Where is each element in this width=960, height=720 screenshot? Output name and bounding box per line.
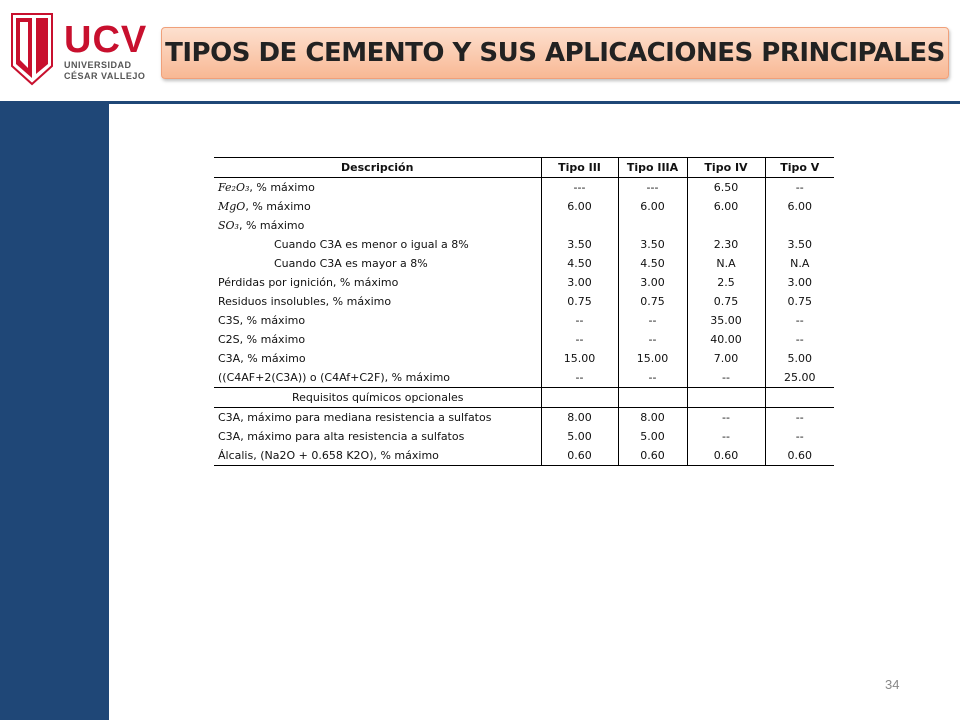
cell-value: --	[541, 311, 618, 330]
cell-value: 0.60	[541, 446, 618, 466]
cell-value	[765, 216, 834, 235]
cell-value: 3.50	[541, 235, 618, 254]
cell-value: 15.00	[541, 349, 618, 368]
table-row	[214, 292, 834, 311]
cell-value: --	[765, 330, 834, 349]
row-label: Álcalis, (Na2O + 0.658 K2O), % máximo	[214, 446, 541, 466]
university-logo	[8, 8, 148, 93]
cell-value	[541, 216, 618, 235]
cell-value: 3.50	[618, 235, 687, 254]
cell-value: --	[618, 330, 687, 349]
cell-value: ---	[618, 178, 687, 198]
cell-value: 4.50	[541, 254, 618, 273]
cell-value: 3.00	[618, 273, 687, 292]
cell-value: 6.00	[765, 197, 834, 216]
header-descripcion: Descripción	[214, 158, 541, 178]
table-row	[214, 178, 834, 198]
cell-value: --	[765, 311, 834, 330]
cell-value	[541, 388, 618, 408]
cell-value: ---	[541, 178, 618, 198]
row-label: MgO, % máximo	[218, 200, 311, 213]
cell-value: --	[687, 427, 765, 446]
row-label: Cuando C3A es mayor a 8%	[274, 257, 428, 270]
table-section-row	[214, 388, 834, 408]
cell-value: 6.00	[541, 197, 618, 216]
row-label: ((C4AF+2(C3A)) o (C4Af+C2F), % máximo	[218, 371, 451, 384]
cell-value: 0.75	[687, 292, 765, 311]
header-tipo-iii: Tipo III	[541, 158, 618, 178]
cell-value: 7.00	[687, 349, 765, 368]
cell-value: 2.30	[687, 235, 765, 254]
cell-value: 6.00	[618, 197, 687, 216]
cell-value: 3.50	[765, 235, 834, 254]
row-label: Fe₂O₃, % máximo	[218, 181, 315, 194]
row-label: C3S, % máximo	[218, 314, 306, 327]
cell-value: --	[618, 368, 687, 388]
cell-value: 40.00	[687, 330, 765, 349]
cell-value: 5.00	[541, 427, 618, 446]
cell-value: --	[541, 368, 618, 388]
header-tipo-iv: Tipo IV	[687, 158, 765, 178]
cell-value	[618, 216, 687, 235]
cell-value: N.A	[765, 254, 834, 273]
table-row	[214, 235, 834, 254]
cell-value: 5.00	[618, 427, 687, 446]
cement-specifications-table	[214, 157, 834, 466]
formula-fe2o3: Fe₂O₃	[218, 181, 250, 194]
table-row	[214, 311, 834, 330]
cell-value: 3.00	[765, 273, 834, 292]
cell-value	[618, 388, 687, 408]
cell-value: 6.50	[687, 178, 765, 198]
cell-value: --	[687, 408, 765, 428]
cell-value: 15.00	[618, 349, 687, 368]
cell-value: 8.00	[618, 408, 687, 428]
table-header-row	[214, 158, 834, 178]
row-label: C3A, % máximo	[218, 352, 306, 365]
page-number: 34	[885, 677, 900, 692]
cell-value: --	[618, 311, 687, 330]
cell-value: --	[765, 427, 834, 446]
formula-mgo: MgO	[218, 200, 246, 213]
table-row	[214, 368, 834, 388]
table-row	[214, 349, 834, 368]
cell-value: 2.5	[687, 273, 765, 292]
formula-so3: SO₃	[218, 219, 239, 232]
header-tipo-v: Tipo V	[765, 158, 834, 178]
left-sidebar-band	[0, 103, 109, 720]
slide-title: TIPOS DE CEMENTO Y SUS APLICACIONES PRINCIPALES	[165, 38, 945, 68]
cell-value: 0.60	[765, 446, 834, 466]
row-label: Residuos insolubles, % máximo	[218, 295, 392, 308]
logo-line-2: CÉSAR VALLEJO	[64, 71, 146, 81]
cell-value: 0.75	[618, 292, 687, 311]
row-label: Pérdidas por ignición, % máximo	[218, 276, 399, 289]
cell-value: N.A	[687, 254, 765, 273]
table-row	[214, 446, 834, 466]
cell-value: 0.75	[541, 292, 618, 311]
cell-value: 0.60	[687, 446, 765, 466]
cell-value: 0.60	[618, 446, 687, 466]
row-label: Cuando C3A es menor o igual a 8%	[274, 238, 469, 251]
table-row	[214, 330, 834, 349]
logo-line-1: UNIVERSIDAD	[64, 60, 132, 70]
row-label: C3A, máximo para alta resistencia a sulfatos	[218, 430, 465, 443]
slide-title-box	[161, 27, 949, 79]
cell-value	[687, 216, 765, 235]
cell-value: 5.00	[765, 349, 834, 368]
cell-value	[765, 388, 834, 408]
cell-value: 6.00	[687, 197, 765, 216]
cell-value: --	[541, 330, 618, 349]
cell-value: --	[687, 368, 765, 388]
section-label-opcionales: Requisitos químicos opcionales	[214, 388, 541, 408]
logo-brand: UCV	[64, 19, 148, 61]
cell-value: 8.00	[541, 408, 618, 428]
table-row	[214, 254, 834, 273]
table-row	[214, 408, 834, 428]
ucv-emblem-icon	[8, 8, 56, 88]
header-divider	[0, 101, 960, 104]
cell-value: 35.00	[687, 311, 765, 330]
row-label: C2S, % máximo	[218, 333, 306, 346]
table-row	[214, 197, 834, 216]
cell-value: 0.75	[765, 292, 834, 311]
cell-value: 25.00	[765, 368, 834, 388]
cell-value: --	[765, 408, 834, 428]
header-tipo-iiia: Tipo IIIA	[618, 158, 687, 178]
cell-value: --	[765, 178, 834, 198]
table-row	[214, 216, 834, 235]
cell-value: 4.50	[618, 254, 687, 273]
row-label: C3A, máximo para mediana resistencia a sulfatos	[218, 411, 492, 424]
table-row	[214, 427, 834, 446]
cell-value: 3.00	[541, 273, 618, 292]
table-row	[214, 273, 834, 292]
row-label: SO₃, % máximo	[218, 219, 305, 232]
cell-value	[687, 388, 765, 408]
